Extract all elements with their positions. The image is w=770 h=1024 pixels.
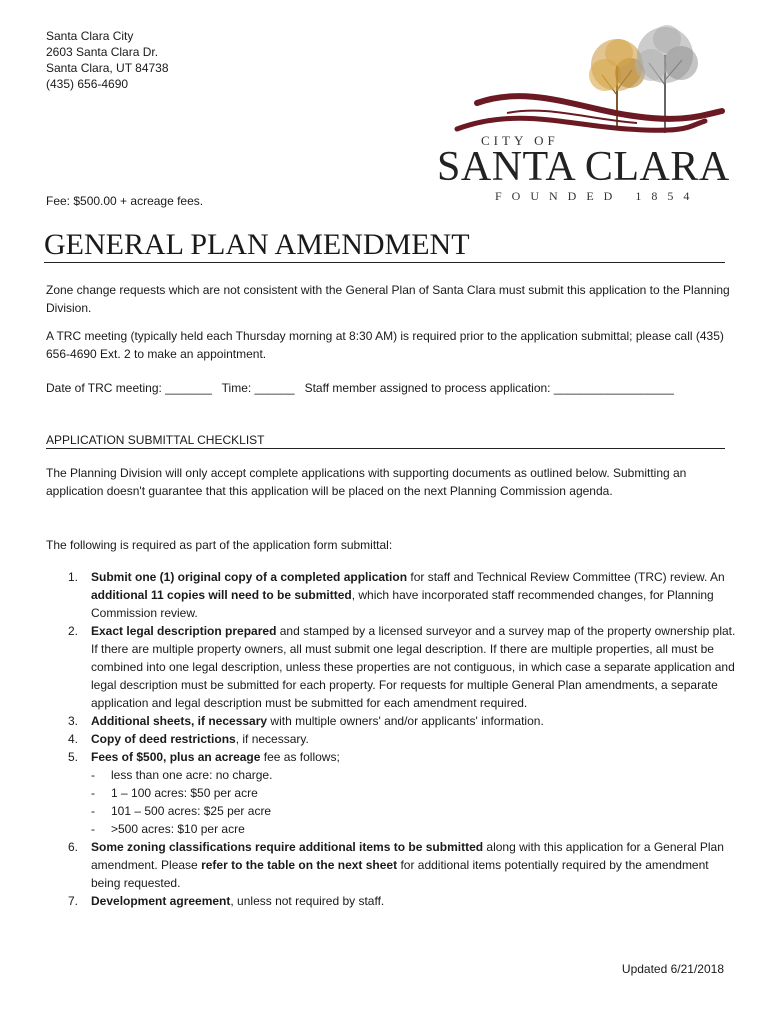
santa-clara-logo — [437, 25, 730, 205]
fee-row: - 101 – 500 acres: $25 per acre — [91, 804, 272, 818]
list-item — [46, 712, 736, 730]
list-item — [46, 748, 736, 766]
intro-paragraph-1: Zone change requests which are not consistent with the General Plan of Santa Clara must submit this application to the Planning Division. — [46, 283, 730, 315]
address-line: Santa Clara, UT 84738 — [46, 61, 169, 75]
fee-row: - >500 acres: $10 per acre — [91, 822, 245, 836]
city-address-block — [46, 28, 169, 92]
address-line: (435) 656-4690 — [46, 77, 129, 91]
fee-schedule-list — [46, 766, 736, 838]
trees-ribbon-graphic — [437, 25, 727, 135]
fee-row-text: less than one acre: no charge. — [111, 768, 273, 782]
item-text: , if necessary. — [235, 732, 309, 746]
list-item — [46, 730, 736, 748]
list-item — [46, 892, 736, 910]
fee-schedule — [46, 766, 736, 838]
item-number: 7. — [68, 894, 79, 908]
item-bold: additional 11 copies will need to be submitted — [91, 588, 352, 602]
item-bold: Additional sheets, if necessary — [91, 714, 268, 728]
item-text: , unless not required by staff. — [230, 894, 385, 908]
item-text: for additional items potentially required by the amendment being requested. — [91, 858, 709, 890]
checklist-heading: APPLICATION SUBMITTAL CHECKLIST — [46, 432, 725, 449]
item-bold: Some zoning classifications require additional items to be submitted — [91, 840, 484, 854]
item-text: fee as follows; — [260, 750, 340, 764]
item-bold: Exact legal description prepared — [91, 624, 277, 638]
fee-row-text: 1 – 100 acres: $50 per acre — [111, 786, 258, 800]
address-line: 2603 Santa Clara Dr. — [46, 45, 159, 59]
page-title: GENERAL PLAN AMENDMENT — [44, 228, 725, 263]
logo-city-of: CITY OF — [481, 133, 559, 148]
item-number: 2. — [68, 624, 79, 638]
item-bold: Submit one (1) original copy of a completed application — [91, 570, 408, 584]
item-number: 5. — [68, 750, 79, 764]
item-text: along with this application for a General Plan amendment. Please — [91, 840, 724, 872]
item-bold: Development agreement — [91, 894, 231, 908]
item-text: with multiple owners' and/or applicants' information. — [267, 714, 544, 728]
item-number: 3. — [68, 714, 79, 728]
checklist-intro: The following is required as part of the application form submittal: — [46, 538, 393, 552]
item-number: 4. — [68, 732, 79, 746]
item-bold: refer to the table on the next sheet — [201, 858, 398, 872]
fee-row: - less than one acre: no charge. — [91, 768, 273, 782]
intro-paragraph-2: A TRC meeting (typically held each Thursday morning at 8:30 AM) is required prior to the application submittal; please call (435) 656-4690 Ext. 2 to make an appointment. — [46, 329, 724, 361]
fee-row: - 1 – 100 acres: $50 per acre — [91, 786, 258, 800]
fee-text: Fee: $500.00 + acreage fees. — [46, 194, 204, 208]
list-item — [46, 568, 736, 622]
logo-founded: FOUNDED 1854 — [495, 189, 700, 203]
item-text: , which have incorporated staff recommended changes, for Planning Commission review. — [91, 588, 714, 620]
requirements-list — [46, 568, 736, 910]
list-item — [46, 838, 736, 892]
item-bold: Fees of $500, plus an acreage — [91, 750, 261, 764]
item-text: for staff and Technical Review Committee (TRC) review. An — [407, 570, 725, 584]
item-text: and stamped by a licensed surveyor and a survey map of the property ownership plat. If there are multiple property owners, all must submit one legal description. If there are multiple properties, all must be combined into one legal description, unless these properties are not contiguous, in which case a separate application and legal description must be submitted for each property. For requests for multiple General Plan amendments, a separate application and legal description must be submitted for each amendment required. — [91, 624, 736, 710]
updated-date: Updated 6/21/2018 — [621, 962, 724, 976]
item-bold: Copy of deed restrictions — [91, 732, 236, 746]
item-number: 6. — [68, 840, 79, 854]
item-number: 1. — [68, 570, 79, 584]
address-line: Santa Clara City — [46, 29, 134, 43]
fee-row-text: 101 – 500 acres: $25 per acre — [111, 804, 272, 818]
fee-row-text: >500 acres: $10 per acre — [111, 822, 245, 836]
checklist-paragraph: The Planning Division will only accept complete applications with supporting documents as outlined below. Submitting an application doesn't guarantee that this application will be placed on the next Planning Commission agenda. — [46, 466, 687, 498]
list-item — [46, 622, 736, 712]
trc-meeting-line: Date of TRC meeting: _______ Time: ______ Staff member assigned to process application: __________________ — [46, 381, 674, 395]
logo-city-name: SANTA CLARA — [437, 144, 730, 190]
